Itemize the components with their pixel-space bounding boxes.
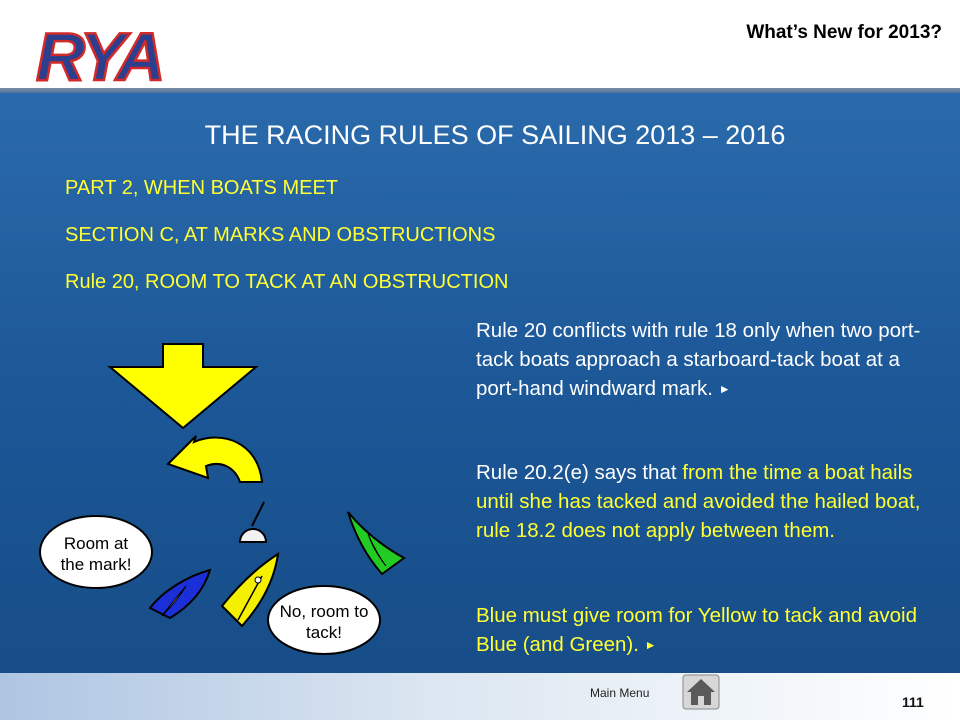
paragraph-rule-20-2e-intro: Rule 20.2(e) says that [476, 461, 683, 484]
presentation-title: What’s New for 2013? [746, 22, 942, 43]
blue-boat-icon [150, 570, 210, 618]
main-menu-link[interactable]: Main Menu [590, 686, 650, 700]
rya-logo-text: RYA [36, 19, 162, 90]
paragraph-blue-room-text: Blue must give room for Yellow to tack and avoid Blue (and Green). [476, 604, 917, 656]
green-boat-icon [348, 512, 404, 574]
bubble-right-line2: tack! [306, 623, 342, 642]
advance-arrow-icon[interactable]: ► [644, 638, 657, 652]
paragraph-rule-20-2e [476, 458, 936, 545]
advance-arrow-icon[interactable]: ► [718, 382, 731, 396]
rule-heading: Rule 20, ROOM TO TACK AT AN OBSTRUCTION [65, 271, 509, 293]
wind-arrow-icon [110, 344, 256, 428]
paragraph-rule-conflict-text: Rule 20 conflicts with rule 18 only when two port-tack boats approach a starboard-tack boat at a port-hand windward mark. [476, 319, 921, 400]
section-heading: SECTION C, AT MARKS AND OBSTRUCTIONS [65, 224, 496, 246]
footer-bar [0, 673, 960, 720]
bubble-right-line1: No, room to [279, 602, 369, 621]
mark-icon [240, 502, 266, 542]
rule-diagram [30, 330, 450, 670]
paragraph-rule-conflict [476, 316, 936, 404]
bubble-left-line1: Room at [63, 534, 129, 553]
rya-logo [30, 10, 190, 90]
page-number: 111 [902, 694, 924, 710]
tack-arrow-icon [168, 436, 262, 482]
part-heading: PART 2, WHEN BOATS MEET [65, 177, 339, 199]
slide-title: THE RACING RULES OF SAILING 2013 – 2016 [204, 120, 786, 150]
paragraph-blue-room [476, 601, 936, 660]
bubble-left-line2: the mark! [60, 555, 132, 574]
paragraph-rule-20-2e-highlight: from the time a boat hails until she has tacked and avoided the hailed boat, rule 18.2 does not apply between them. [476, 461, 921, 542]
home-icon[interactable] [682, 674, 720, 710]
speech-bubble-right [268, 586, 380, 654]
speech-bubble-left [40, 516, 152, 588]
